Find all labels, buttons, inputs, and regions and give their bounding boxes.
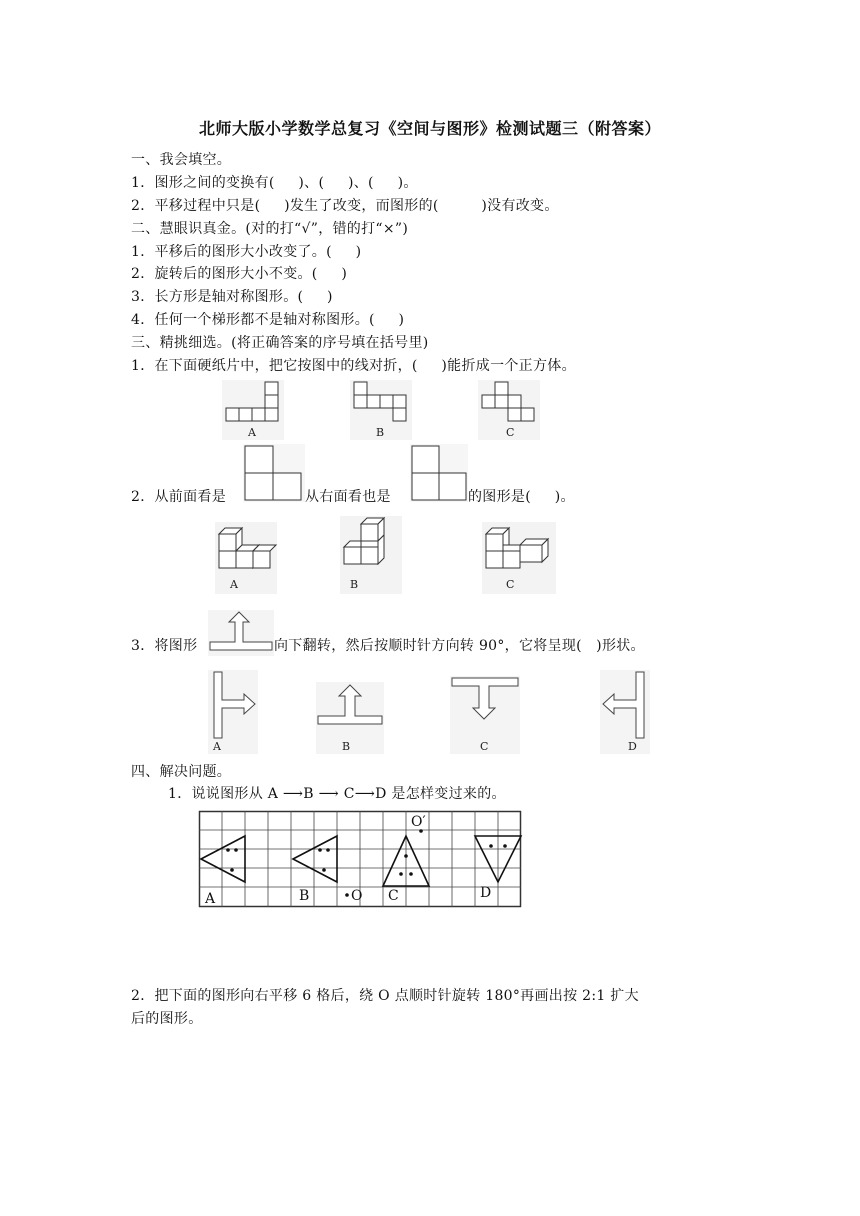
arrow-b-label: B <box>342 740 351 753</box>
net-option-c <box>478 380 540 440</box>
arrow-option-c <box>450 676 520 754</box>
section3-question-3-part1: 3．将图形 <box>131 638 198 654</box>
point-o-dot <box>345 893 349 897</box>
grid-label-c: C <box>388 888 399 904</box>
section3-question-2-part1: 2．从前面看是 <box>131 489 227 505</box>
grid-label-b: B <box>299 888 310 904</box>
section2-item-3: 3．长方形是轴对称图形。( ) <box>131 289 333 305</box>
section2-heading: 二、慧眼识真金。(对的打“√”，错的打“×”) <box>131 221 409 237</box>
arrow-option-d <box>600 670 650 754</box>
cube-b-label: B <box>350 578 359 591</box>
cube-c-label: C <box>506 578 515 591</box>
section3-question-1: 1．在下面硬纸片中，把它按图中的线对折，( )能折成一个正方体。 <box>131 358 576 374</box>
section3-question-2-part3: 的图形是( )。 <box>468 489 575 505</box>
cube-a-label: A <box>230 578 238 591</box>
right-view-figure <box>410 444 468 502</box>
grid-label-a: A <box>205 891 216 907</box>
cube-option-a <box>215 522 277 594</box>
section4-question-2-line2: 后的图形。 <box>131 1011 203 1027</box>
section3-heading: 三、精挑细选。(将正确答案的序号填在括号里) <box>131 335 429 351</box>
section1-heading: 一、我会填空。 <box>131 152 232 168</box>
net-option-a <box>222 380 284 440</box>
section3-question-3-part2: 向下翻转，然后按顺时针方向转 90°，它将呈现( )形状。 <box>274 638 645 654</box>
page-title: 北师大版小学数学总复习《空间与图形》检测试题三（附答案） <box>198 119 661 138</box>
arrow-option-b <box>316 682 384 754</box>
section4-heading: 四、解决问题。 <box>131 764 232 780</box>
net-option-b <box>350 380 412 440</box>
arrow-shape-figure <box>208 610 274 656</box>
point-o-label: O <box>351 888 363 904</box>
section3-question-2-part2: 从右面看也是 <box>305 489 391 505</box>
arrow-option-a <box>208 670 258 754</box>
section1-question-2: 2．平移过程中只是( )发生了改变，而图形的( )没有改变。 <box>131 198 559 214</box>
net-a-label: A <box>248 426 256 439</box>
section4-question-1: 1．说说图形从 A ⟶B ⟶ C⟶D 是怎样变过来的。 <box>168 786 506 802</box>
section1-question-1: 1．图形之间的变换有( )、( )、( )。 <box>131 175 418 191</box>
net-c-label: C <box>506 426 515 439</box>
transformation-grid <box>199 811 525 909</box>
section2-item-2: 2．旋转后的图形大小不变。( ) <box>131 266 348 282</box>
net-b-label: B <box>376 426 385 439</box>
cube-option-b <box>340 516 402 594</box>
arrow-a-label: A <box>213 740 221 753</box>
section2-item-1: 1．平移后的图形大小改变了。( ) <box>131 244 362 260</box>
section4-question-2-line1: 2．把下面的图形向右平移 6 格后，绕 O 点顺时针旋转 180°再画出按 2:1 扩大 <box>131 988 639 1004</box>
cube-option-c <box>482 522 556 594</box>
grid-label-d: D <box>480 885 492 901</box>
arrow-c-label: C <box>480 740 489 753</box>
arrow-d-label: D <box>628 740 637 753</box>
section2-item-4: 4．任何一个梯形都不是轴对称图形。( ) <box>131 312 405 328</box>
front-view-figure <box>243 444 305 502</box>
point-o-prime-label: O′ <box>411 814 426 830</box>
